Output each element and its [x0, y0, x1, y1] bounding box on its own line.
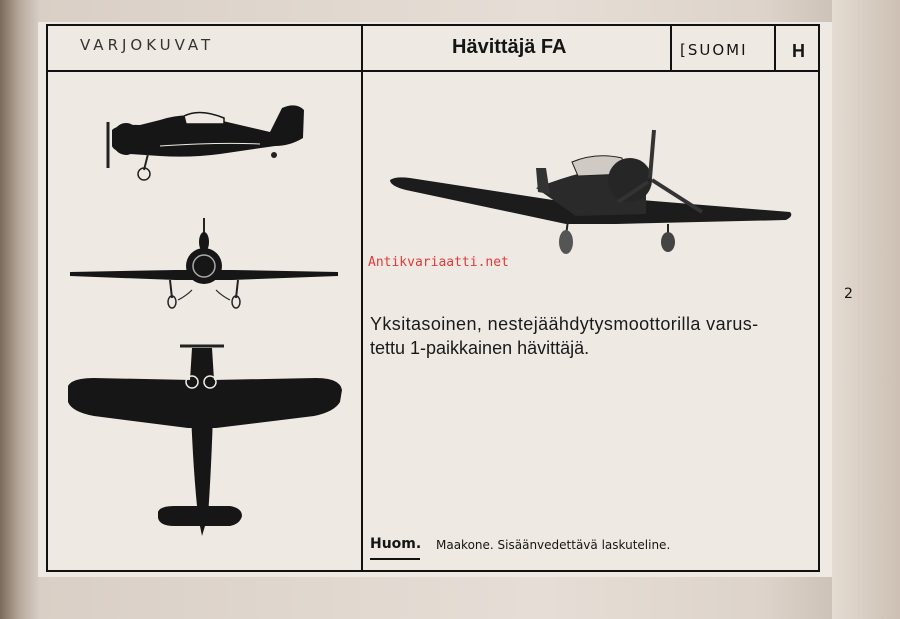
- description-line-1: Yksitasoinen, nestejäähdytysmoottorilla varus-: [370, 314, 759, 334]
- note-label: Huom.: [370, 536, 422, 552]
- header-divider-country: [670, 24, 672, 72]
- country-label: [SUOMI: [680, 41, 748, 59]
- section-title: VARJOKUVAT: [80, 36, 215, 54]
- description: [370, 312, 759, 360]
- front-view-silhouette: [66, 218, 342, 314]
- side-view-silhouette: [100, 98, 310, 188]
- note-underline: [370, 558, 420, 560]
- description-line-2: tettu 1-paikkainen hävittäjä.: [370, 338, 590, 358]
- column-divider: [361, 24, 363, 572]
- watermark: Antikvariaatti.net: [368, 255, 509, 270]
- page-number: 2: [844, 286, 853, 302]
- aircraft-title: Hävittäjä FA: [452, 36, 567, 58]
- category-letter: H: [792, 41, 805, 61]
- page-edge: [832, 0, 900, 619]
- plan-view-silhouette: [64, 340, 346, 540]
- perspective-view-illustration: [386, 128, 796, 268]
- note-text: Maakone. Sisäänvedettävä laskuteline.: [436, 538, 671, 552]
- header-divider: [46, 70, 820, 72]
- header-divider-letter: [774, 24, 776, 72]
